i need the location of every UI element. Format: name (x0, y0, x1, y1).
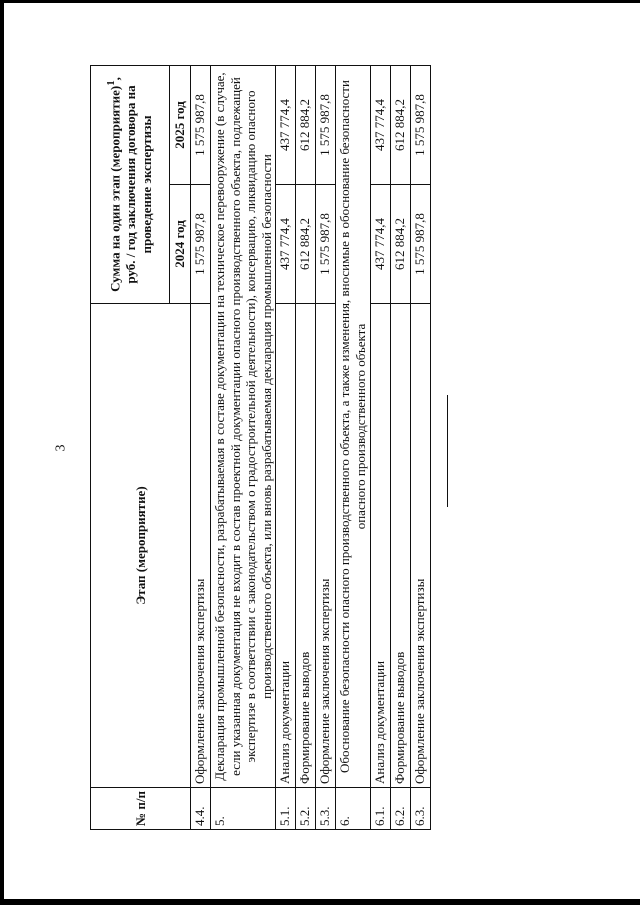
table-row (276, 66, 296, 830)
header-sum-prefix: Сумма на один этап (мероприятие) (107, 85, 123, 292)
table-row-section (211, 66, 276, 830)
row-value-2025: 437 774,4 (370, 66, 390, 185)
row-num: 5.3. (316, 788, 336, 830)
row-num: 5. (211, 788, 276, 830)
row-value-2024: 437 774,4 (370, 185, 390, 304)
header-sum-suffix: , руб. / год заключения договора на проведение экспертизы (107, 77, 154, 284)
row-num: 6. (336, 788, 370, 830)
row-num: 6.2. (390, 788, 410, 830)
header-sum (91, 66, 170, 304)
row-stage-section: Обоснование безопасности опасного производственного объекта, а также изменения, вносимые в обоснование безопасности опасного производственного объекта (336, 66, 370, 788)
cost-table (90, 65, 431, 830)
row-value-2024: 437 774,4 (276, 185, 296, 304)
header-sum-footnote: 1 (105, 80, 118, 86)
row-num: 6.3. (410, 788, 430, 830)
row-value-2025: 1 575 987,8 (410, 66, 430, 185)
header-stage: Этап (мероприятие) (91, 304, 191, 788)
row-stage: Анализ документации (370, 304, 390, 788)
row-value-2025: 612 884,2 (390, 66, 410, 185)
row-stage: Анализ документации (276, 304, 296, 788)
page-number: 3 (53, 444, 69, 452)
table-row (296, 66, 316, 830)
footnote-rule (447, 395, 448, 507)
header-year-2024: 2024 год (170, 185, 191, 304)
table-row-section (336, 66, 370, 830)
row-value-2025: 1 575 987,8 (191, 66, 211, 185)
table-row (316, 66, 336, 830)
row-value-2024: 1 575 987,8 (316, 185, 336, 304)
row-value-2024: 612 884,2 (296, 185, 316, 304)
table-row (191, 66, 211, 830)
table-header-row (91, 66, 170, 830)
header-year-2025: 2025 год (170, 66, 191, 185)
row-value-2025: 612 884,2 (296, 66, 316, 185)
row-stage: Формирование выводов (296, 304, 316, 788)
row-value-2025: 1 575 987,8 (316, 66, 336, 185)
row-stage: Оформление заключения экспертизы (410, 304, 430, 788)
scan-edge-bottom (0, 899, 640, 905)
row-value-2024: 1 575 987,8 (410, 185, 430, 304)
row-value-2024: 612 884,2 (390, 185, 410, 304)
row-stage: Оформление заключения экспертизы (191, 304, 211, 788)
header-num: № п/п (91, 788, 191, 830)
rotated-table-container (90, 66, 427, 830)
row-value-2025: 437 774,4 (276, 66, 296, 185)
scan-edge-top (0, 0, 640, 3)
row-value-2024: 1 575 987,8 (191, 185, 211, 304)
row-num: 5.1. (276, 788, 296, 830)
row-num: 4.4. (191, 788, 211, 830)
scan-edge-left (0, 0, 4, 905)
row-num: 6.1. (370, 788, 390, 830)
row-stage: Формирование выводов (390, 304, 410, 788)
table-row (390, 66, 410, 830)
table-row (410, 66, 430, 830)
row-stage: Оформление заключения экспертизы (316, 304, 336, 788)
table-row (370, 66, 390, 830)
row-num: 5.2. (296, 788, 316, 830)
row-stage-section: Декларация промышленной безопасности, разрабатываемая в составе документации на техническое перевооружение (в случае, если указанная документация не входит в состав проектной документации опасного производственного объекта, подлежащей экспертизе в соответствии с законодательством о градостроительной деятельности), консервацию, ликвидацию опасного производственного объекта, или вновь разрабатываемая декларация промышленной безопасности (211, 66, 276, 788)
